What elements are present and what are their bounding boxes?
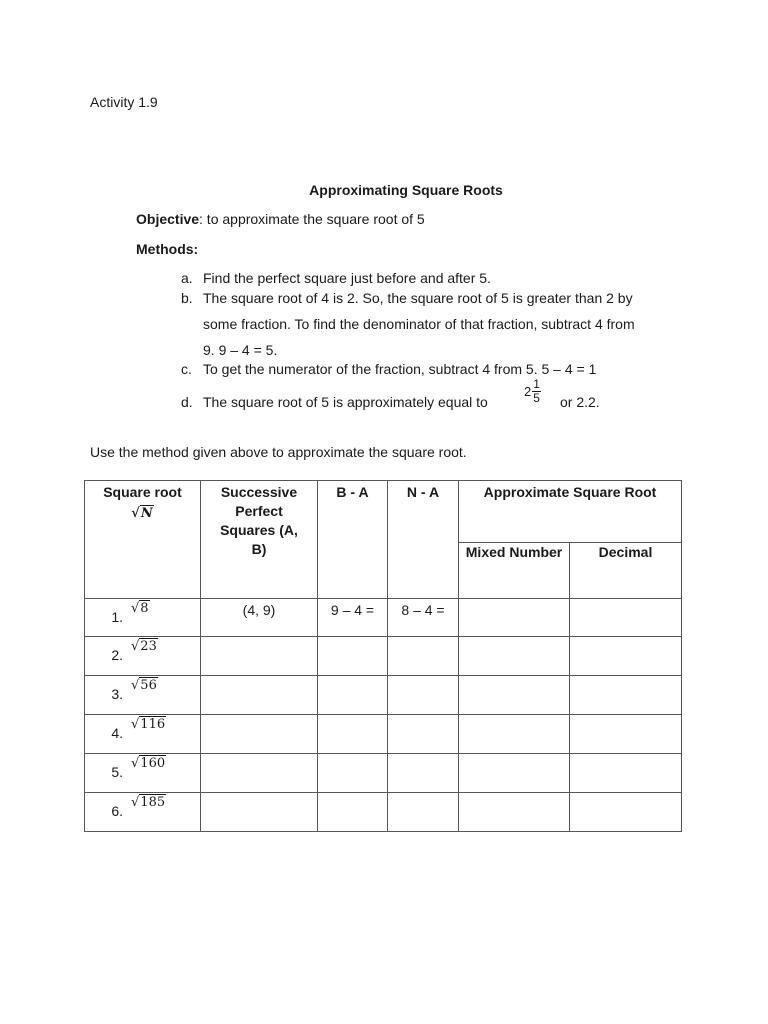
cell-squares[interactable] — [201, 676, 318, 715]
header-square-root — [85, 481, 201, 599]
step-text: or 2.2. — [560, 394, 600, 410]
header-n-minus-a: N - A — [388, 481, 459, 599]
cell-mixed[interactable] — [459, 754, 570, 793]
cell-b-minus-a[interactable] — [318, 793, 388, 832]
step-letter: d. — [181, 394, 193, 410]
header-b-minus-a: B - A — [318, 481, 388, 599]
step-text: Find the perfect square just before and after 5. — [203, 270, 491, 286]
objective-text: : to approximate the square root of 5 — [199, 211, 425, 227]
step-letter: a. — [181, 270, 193, 286]
fraction-whole: 2 — [524, 384, 532, 399]
cell-decimal[interactable] — [570, 715, 682, 754]
row-square-root: 6.√185 — [85, 793, 201, 832]
page-title: Approximating Square Roots — [309, 182, 503, 198]
cell-squares[interactable] — [201, 793, 318, 832]
objective — [136, 211, 425, 227]
header-approx: Approximate Square Root — [459, 481, 682, 543]
step-text: To get the numerator of the fraction, subtract 4 from 5. 5 – 4 = 1 — [203, 361, 597, 377]
fraction-denominator: 5 — [533, 391, 540, 405]
objective-label: Objective — [136, 211, 200, 227]
cell-decimal[interactable] — [570, 676, 682, 715]
cell-mixed[interactable] — [459, 637, 570, 676]
square-root-table — [84, 480, 682, 832]
table-row — [85, 754, 682, 793]
cell-b-minus-a[interactable] — [318, 715, 388, 754]
step-letter: b. — [181, 290, 193, 306]
row-square-root: 4.√116 — [85, 715, 201, 754]
header-decimal: Decimal — [570, 543, 682, 599]
row-square-root: 2.√23 — [85, 637, 201, 676]
step-letter: c. — [181, 361, 192, 377]
step-text: 9. 9 – 4 = 5. — [203, 342, 278, 358]
header-square-root-label: Square root — [103, 484, 182, 500]
cell-decimal[interactable] — [570, 793, 682, 832]
header-successive: Successive Perfect Squares (A, B) — [201, 481, 318, 599]
cell-squares[interactable] — [201, 754, 318, 793]
table-row — [85, 599, 682, 637]
cell-squares: (4, 9) — [201, 599, 318, 637]
row-square-root: 3.√56 — [85, 676, 201, 715]
table-row — [85, 793, 682, 832]
cell-n-minus-a[interactable] — [388, 754, 459, 793]
table-row — [85, 715, 682, 754]
cell-b-minus-a[interactable] — [318, 754, 388, 793]
cell-squares[interactable] — [201, 715, 318, 754]
row-square-root: 5.√160 — [85, 754, 201, 793]
cell-mixed[interactable] — [459, 793, 570, 832]
cell-decimal[interactable] — [570, 599, 682, 637]
cell-n-minus-a: 8 – 4 = — [388, 599, 459, 637]
cell-b-minus-a[interactable] — [318, 676, 388, 715]
instruction-text: Use the method given above to approximate the square root. — [90, 444, 467, 460]
fraction-numerator: 1 — [533, 377, 540, 391]
step-text: The square root of 4 is 2. So, the square root of 5 is greater than 2 by — [203, 290, 633, 306]
step-text: some fraction. To find the denominator of that fraction, subtract 4 from — [203, 316, 635, 332]
cell-b-minus-a[interactable] — [318, 637, 388, 676]
cell-decimal[interactable] — [570, 637, 682, 676]
cell-mixed[interactable] — [459, 715, 570, 754]
mixed-fraction — [524, 378, 541, 405]
cell-mixed[interactable] — [459, 676, 570, 715]
cell-decimal[interactable] — [570, 754, 682, 793]
table-row — [85, 676, 682, 715]
cell-n-minus-a[interactable] — [388, 637, 459, 676]
step-text: The square root of 5 is approximately equal to — [203, 394, 488, 410]
activity-label: Activity 1.9 — [90, 94, 158, 110]
methods-label: Methods: — [136, 241, 199, 257]
header-mixed: Mixed Number — [459, 543, 570, 599]
cell-n-minus-a[interactable] — [388, 715, 459, 754]
cell-mixed[interactable] — [459, 599, 570, 637]
cell-n-minus-a[interactable] — [388, 793, 459, 832]
cell-b-minus-a: 9 – 4 = — [318, 599, 388, 637]
cell-squares[interactable] — [201, 637, 318, 676]
table-row — [85, 637, 682, 676]
cell-n-minus-a[interactable] — [388, 676, 459, 715]
header-sqrt-symbol: √N — [131, 506, 153, 521]
row-square-root: 1.√8 — [85, 599, 201, 637]
